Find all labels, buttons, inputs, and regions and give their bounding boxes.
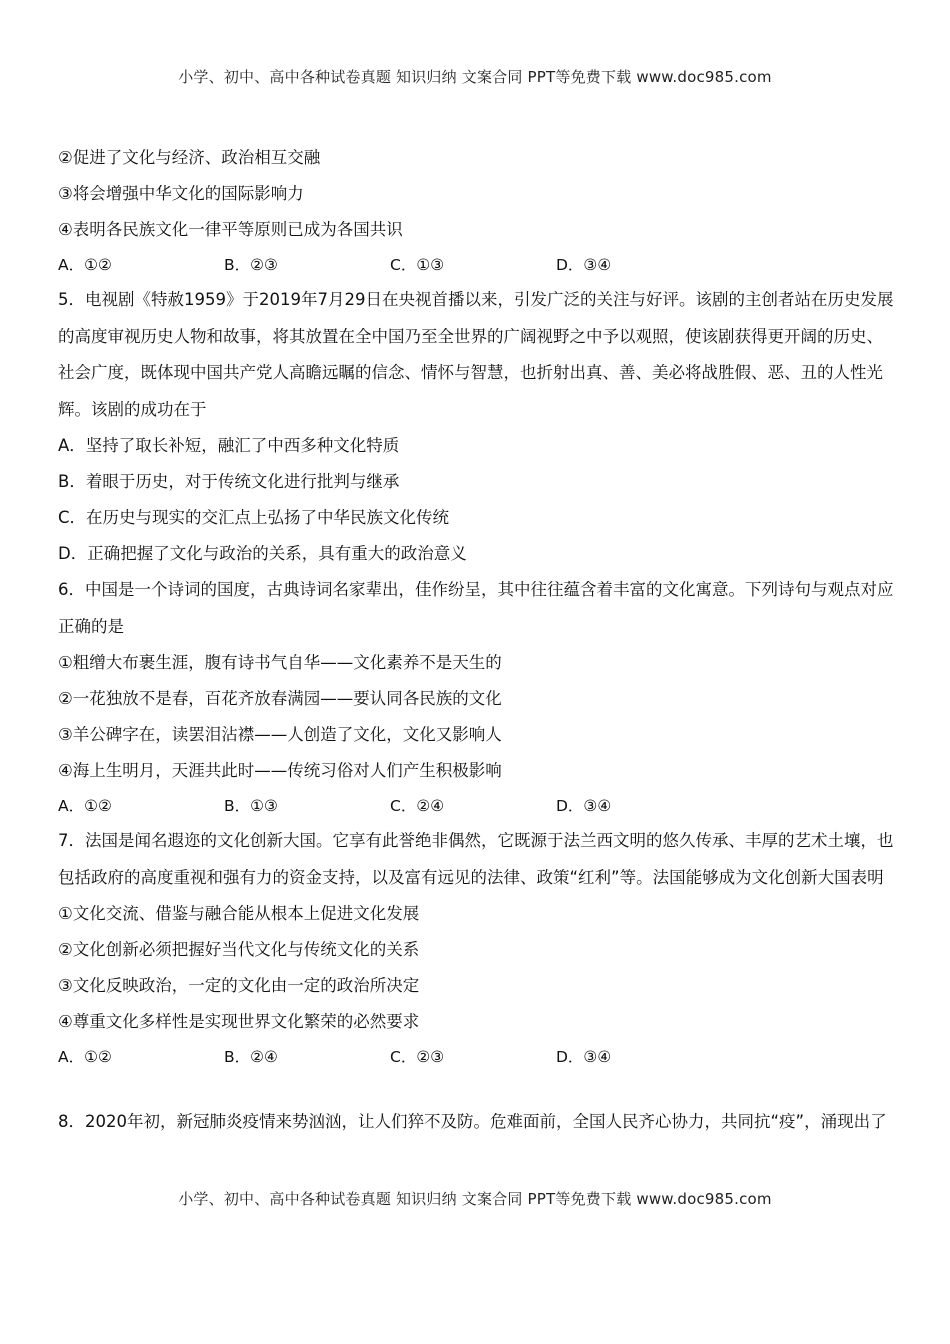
page-header: 小学、初中、高中各种试卷真题 知识归纳 文案合同 PPT等免费下载 www.doc985.com <box>178 68 772 86</box>
q4-option-a: A．①② <box>58 256 112 274</box>
q7-item-2: ②文化创新必须把握好当代文化与传统文化的关系 <box>58 940 420 959</box>
q7-item-1: ①文化交流、借鉴与融合能从根本上促进文化发展 <box>58 904 420 923</box>
q7-stem: 7．法国是闻名遐迩的文化创新大国。它享有此誉绝非偶然，它既源于法兰西文明的悠久传承、丰厚的艺术土壤，也包括政府的高度重视和强有力的资金支持，以及富有远见的法律、政策“红利”等。法国能够成为文化创新大国表明 <box>58 831 894 887</box>
q6-option-b: B．①③ <box>224 797 278 815</box>
q6-option-a: A．①② <box>58 797 112 815</box>
q4-item-2: ②促进了文化与经济、政治相互交融 <box>58 148 321 167</box>
q5-stem: 5．电视剧《特赦1959》于2019年7月29日在央视首播以来，引发广泛的关注与好评。该剧的主创者站在历史发展的高度审视历史人物和故事，将其放置在全中国乃至全世界的广阔视野之中予以观照，使该剧获得更开阔的历史、社会广度，既体现中国共产党人高瞻远瞩的信念、情怀与智慧，也折射出真、善、美必将战胜假、恶、丑的人性光辉。该剧的成功在于 <box>58 290 894 419</box>
document-body <box>58 140 894 1140</box>
q4-option-b: B．②③ <box>224 256 278 274</box>
q4-option-c: C．①③ <box>390 256 445 274</box>
q7-option-c: C．②③ <box>390 1048 445 1066</box>
q6-item-3: ③羊公碑字在，读罢泪沾襟——人创造了文化，文化又影响人 <box>58 725 502 744</box>
q6-item-4: ④海上生明月，天涯共此时——传统习俗对人们产生积极影响 <box>58 761 502 780</box>
q6-options <box>58 789 894 823</box>
q7-option-a: A．①② <box>58 1048 112 1066</box>
q5-option-b: B．着眼于历史，对于传统文化进行批判与继承 <box>58 472 400 491</box>
q5-option-a: A．坚持了取长补短，融汇了中西多种文化特质 <box>58 436 400 455</box>
q6-stem: 6．中国是一个诗词的国度，古典诗词名家辈出，佳作纷呈，其中往往蕴含着丰富的文化寓意。下列诗句与观点对应正确的是 <box>58 580 894 636</box>
q8-stem: 8．2020年初，新冠肺炎疫情来势汹汹，让人们猝不及防。危难面前，全国人民齐心协力，共同抗“疫”，涌现出了 <box>58 1112 887 1131</box>
q6-option-c: C．②④ <box>390 797 445 815</box>
page-footer: 小学、初中、高中各种试卷真题 知识归纳 文案合同 PPT等免费下载 www.doc985.com <box>178 1190 772 1208</box>
q7-options <box>58 1040 894 1074</box>
q7-item-3: ③文化反映政治，一定的文化由一定的政治所决定 <box>58 976 420 995</box>
q4-option-d: D．③④ <box>556 256 612 274</box>
q5-option-d: D．正确把握了文化与政治的关系，具有重大的政治意义 <box>58 544 467 563</box>
q6-item-2: ②一花独放不是春，百花齐放春满园——要认同各民族的文化 <box>58 689 502 708</box>
q6-option-d: D．③④ <box>556 797 612 815</box>
q7-option-b: B．②④ <box>224 1048 278 1066</box>
q4-item-3: ③将会增强中华文化的国际影响力 <box>58 184 304 203</box>
q6-item-1: ①粗缯大布裹生涯，腹有诗书气自华——文化素养不是天生的 <box>58 653 502 672</box>
q7-item-4: ④尊重文化多样性是实现世界文化繁荣的必然要求 <box>58 1012 420 1031</box>
q7-option-d: D．③④ <box>556 1048 612 1066</box>
q4-options <box>58 248 894 282</box>
q5-option-c: C．在历史与现实的交汇点上弘扬了中华民族文化传统 <box>58 508 450 527</box>
spacer <box>58 1074 894 1104</box>
q4-item-4: ④表明各民族文化一律平等原则已成为各国共识 <box>58 220 403 239</box>
